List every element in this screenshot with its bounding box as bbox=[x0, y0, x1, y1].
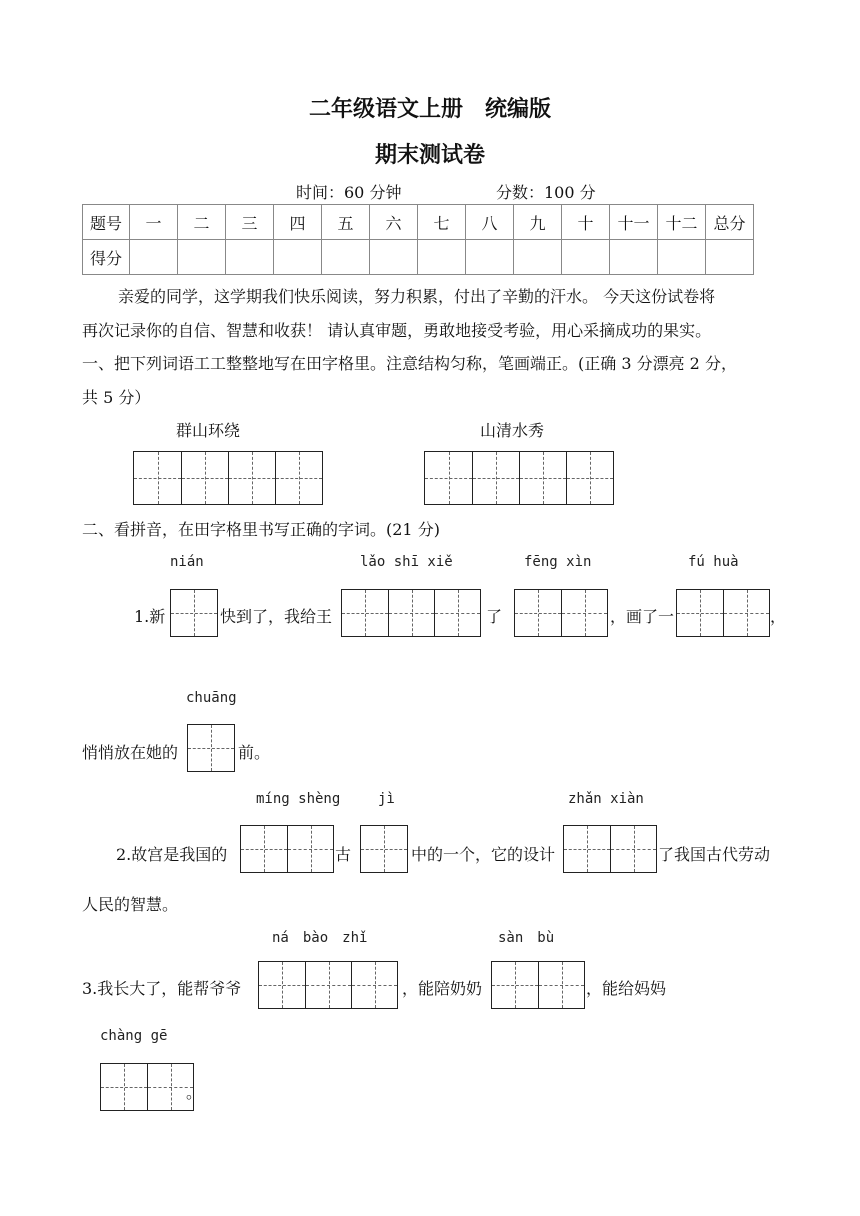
writing-grid[interactable] bbox=[514, 589, 608, 637]
section2-heading: 二、看拼音，在田字格里书写正确的字词。(21 分) bbox=[82, 520, 440, 539]
question-text: 3.我长大了，能帮爷爷 bbox=[82, 979, 242, 998]
grid-cell[interactable] bbox=[677, 590, 723, 636]
score-input-cell[interactable] bbox=[322, 240, 370, 275]
grid-cell[interactable] bbox=[134, 452, 181, 504]
question-text: 古 bbox=[335, 845, 352, 864]
table-cell: 八 bbox=[466, 205, 514, 240]
score-table-header-row bbox=[83, 205, 754, 240]
table-cell: 五 bbox=[322, 205, 370, 240]
pinyin-label: nián bbox=[170, 554, 204, 570]
grid-cell[interactable] bbox=[351, 962, 397, 1008]
table-cell: 九 bbox=[514, 205, 562, 240]
pinyin-label: zhǎn xiàn bbox=[568, 791, 644, 807]
grid-cell[interactable] bbox=[228, 452, 275, 504]
pinyin-label: chuāng bbox=[186, 690, 237, 706]
score-input-cell[interactable] bbox=[562, 240, 610, 275]
grid-cell[interactable] bbox=[538, 962, 584, 1008]
score-input-cell[interactable] bbox=[658, 240, 706, 275]
pinyin-label: fú huà bbox=[688, 554, 739, 570]
grid-cell[interactable] bbox=[181, 452, 228, 504]
intro-line-2: 再次记录你的自信、智慧和收获！ 请认真审题，勇敢地接受考验，用心采摘成功的果实。 bbox=[82, 321, 712, 340]
writing-grid[interactable] bbox=[170, 589, 218, 637]
table-cell: 二 bbox=[178, 205, 226, 240]
writing-grid[interactable] bbox=[240, 825, 334, 873]
grid-cell[interactable] bbox=[101, 1064, 147, 1110]
pinyin-label: ná bào zhǐ bbox=[272, 930, 368, 946]
question-text: ，画了一 bbox=[610, 607, 675, 626]
pinyin-label: chàng gē bbox=[100, 1028, 168, 1044]
grid-cell[interactable] bbox=[723, 590, 769, 636]
score-input-cell[interactable] bbox=[130, 240, 178, 275]
grid-cell[interactable] bbox=[388, 590, 434, 636]
score-input-cell[interactable] bbox=[274, 240, 322, 275]
question-text: ，能陪奶奶 bbox=[402, 979, 483, 998]
writing-grid[interactable] bbox=[491, 961, 585, 1009]
grid-cell[interactable] bbox=[275, 452, 322, 504]
score-input-cell[interactable] bbox=[418, 240, 466, 275]
grid-cell[interactable] bbox=[492, 962, 538, 1008]
pinyin-label: míng shèng bbox=[256, 791, 341, 807]
grid-cell[interactable] bbox=[566, 452, 613, 504]
pinyin-label: lǎo shī xiě bbox=[360, 554, 453, 570]
writing-grid[interactable] bbox=[360, 825, 408, 873]
writing-grid[interactable] bbox=[424, 451, 614, 505]
page-title: 二年级语文上册 统编版 bbox=[308, 97, 551, 122]
table-cell: 十一 bbox=[610, 205, 658, 240]
pinyin-label: sàn bù bbox=[498, 930, 555, 946]
grid-cell[interactable] bbox=[361, 826, 407, 872]
writing-grid[interactable] bbox=[133, 451, 323, 505]
grid-cell[interactable] bbox=[472, 452, 519, 504]
page-subtitle: 期末测试卷 bbox=[374, 143, 485, 168]
question-text: 中的一个，它的设计 bbox=[411, 845, 556, 864]
score-input-cell[interactable] bbox=[706, 240, 754, 275]
question-text: 。 bbox=[186, 1083, 203, 1102]
pinyin-label: fēng xìn bbox=[524, 554, 592, 570]
grid-cell[interactable] bbox=[287, 826, 333, 872]
score-label: 分数：100 分 bbox=[496, 183, 596, 202]
writing-grid[interactable] bbox=[341, 589, 481, 637]
time-label: 时间：60 分钟 bbox=[296, 183, 402, 202]
question-text: 了我国古代劳动 bbox=[658, 845, 771, 864]
table-cell: 总分 bbox=[706, 205, 754, 240]
word-prompt-2: 山清水秀 bbox=[480, 421, 545, 440]
question-text: 了 bbox=[486, 607, 503, 626]
table-cell: 六 bbox=[370, 205, 418, 240]
question-text: 人民的智慧。 bbox=[82, 895, 179, 914]
question-text: ， bbox=[770, 607, 787, 626]
table-cell: 十 bbox=[562, 205, 610, 240]
score-input-cell[interactable] bbox=[466, 240, 514, 275]
score-input-cell[interactable] bbox=[370, 240, 418, 275]
grid-cell[interactable] bbox=[425, 452, 472, 504]
score-input-cell[interactable] bbox=[610, 240, 658, 275]
grid-cell[interactable] bbox=[305, 962, 351, 1008]
score-table bbox=[82, 204, 754, 275]
question-text: 前。 bbox=[238, 743, 271, 762]
question-text: 快到了，我给王 bbox=[220, 607, 333, 626]
table-cell: 三 bbox=[226, 205, 274, 240]
question-text: 1.新 bbox=[134, 607, 166, 626]
grid-cell[interactable] bbox=[342, 590, 388, 636]
grid-cell[interactable] bbox=[188, 725, 234, 771]
writing-grid[interactable] bbox=[187, 724, 235, 772]
writing-grid[interactable] bbox=[676, 589, 770, 637]
score-input-cell[interactable] bbox=[514, 240, 562, 275]
grid-cell[interactable] bbox=[561, 590, 607, 636]
grid-cell[interactable] bbox=[519, 452, 566, 504]
table-cell: 十二 bbox=[658, 205, 706, 240]
score-table-score-row bbox=[83, 240, 754, 275]
question-text: 悄悄放在她的 bbox=[82, 743, 179, 762]
word-prompt-1: 群山环绕 bbox=[176, 421, 241, 440]
table-cell: 得分 bbox=[83, 240, 130, 275]
pinyin-label: jì bbox=[378, 791, 395, 807]
grid-cell[interactable] bbox=[241, 826, 287, 872]
grid-cell[interactable] bbox=[610, 826, 656, 872]
question-text: ，能给妈妈 bbox=[586, 979, 667, 998]
grid-cell[interactable] bbox=[171, 590, 217, 636]
writing-grid[interactable] bbox=[563, 825, 657, 873]
table-cell: 题号 bbox=[83, 205, 130, 240]
writing-grid[interactable] bbox=[100, 1063, 194, 1111]
intro-line-1: 亲爱的同学，这学期我们快乐阅读，努力积累，付出了辛勤的汗水。 今天这份试卷将 bbox=[118, 287, 716, 306]
writing-grid[interactable] bbox=[258, 961, 398, 1009]
grid-cell[interactable] bbox=[564, 826, 610, 872]
section1-heading: 一、把下列词语工工整整地写在田字格里。注意结构匀称，笔画端正。(正确 3 分漂亮 2 分， bbox=[82, 354, 737, 373]
grid-cell[interactable] bbox=[515, 590, 561, 636]
score-input-cell[interactable] bbox=[178, 240, 226, 275]
table-cell: 四 bbox=[274, 205, 322, 240]
section1-heading-cont: 共 5 分） bbox=[82, 388, 151, 407]
grid-cell[interactable] bbox=[434, 590, 480, 636]
table-cell: 一 bbox=[130, 205, 178, 240]
grid-cell[interactable] bbox=[259, 962, 305, 1008]
score-input-cell[interactable] bbox=[226, 240, 274, 275]
table-cell: 七 bbox=[418, 205, 466, 240]
question-text: 2.故宫是我国的 bbox=[116, 845, 228, 864]
